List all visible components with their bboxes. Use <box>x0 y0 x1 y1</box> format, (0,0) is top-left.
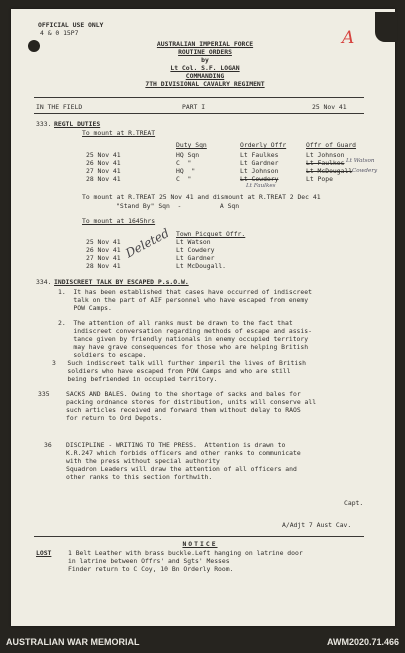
para-line: soldiers to escape. <box>58 351 147 359</box>
notice-line: Finder return to C Coy, 10 Bn Orderly Room. <box>68 565 234 573</box>
header-commanding: COMMANDING <box>185 72 225 80</box>
document-page <box>11 9 395 626</box>
notice-line: 1 Belt Leather with brass buckle.Left hanging on latrine door <box>68 549 303 557</box>
footer-institution: AUSTRALIAN WAR MEMORIAL <box>6 637 140 647</box>
item-336-line: K.R.247 which forbids officers and other ranks to communicate <box>66 449 301 457</box>
para-line: tance given by friendly nationals in enemy occupied territory <box>58 335 309 343</box>
annotation-watson: Lt Watson <box>346 158 375 164</box>
place: IN THE FIELD <box>36 103 83 111</box>
duty-row-orderly: Lt Johnson <box>240 167 279 175</box>
item-336-line: DISCIPLINE - WRITING TO THE PRESS. Attention is drawn to <box>66 441 286 449</box>
duty-row-sqn: C " <box>176 159 192 167</box>
duty-row-guard: Lt Johnson <box>306 151 345 159</box>
duty-row-date: 28 Nov 41 <box>86 175 121 183</box>
town-row-offr: Lt Gardner <box>176 254 215 262</box>
header-commander: Lt Col. S.F. LOGAN <box>170 64 240 72</box>
para-line: may have grave consequences for those who are helping British <box>58 343 309 351</box>
item-333-number: 333. <box>36 120 52 128</box>
item-336-line: other ranks to this section forthwith. <box>66 473 213 481</box>
rule-notice <box>34 536 364 537</box>
item-336-line: Squadron Leaders will draw the attention of all officers and <box>66 465 297 473</box>
town-column: Town Picquet Offr. <box>176 230 246 238</box>
rule-top <box>34 97 364 98</box>
para-line: 2. The attention of all ranks must be drawn to the fact that <box>58 319 293 327</box>
town-row-date: 27 Nov 41 <box>86 254 121 262</box>
rule-second <box>34 113 364 114</box>
footer-accession: AWM2020.71.466 <box>326 637 399 647</box>
standby-line: To mount at R.TREAT 25 Nov 41 and dismount at R.TREAT 2 Dec 41 <box>82 193 321 201</box>
item-335-line: for return to Ord Depots. <box>66 414 163 422</box>
notice-heading: NOTICE <box>182 540 218 548</box>
town-row-offr: Lt McDougall. <box>176 262 227 270</box>
handwritten-mark: A <box>342 28 355 48</box>
town-row-offr: Lt Watson <box>176 238 211 246</box>
para-line: being befriended in occupied territory. <box>52 375 218 383</box>
para-line: 3 Such indiscreet talk will further imperil the lives of British <box>52 359 306 367</box>
town-row-date: 26 Nov 41 <box>86 246 121 254</box>
duty-row-sqn: HQ " <box>176 167 196 175</box>
duty-row-guard: Lt McDougall <box>306 167 353 175</box>
duty-row-orderly: Lt Cowdery <box>240 175 279 183</box>
town-row-date: 25 Nov 41 <box>86 238 121 246</box>
annotation-cowdery: Cowdery <box>352 168 378 174</box>
town-row-date: 28 Nov 41 <box>86 262 121 270</box>
item-334-title: INDISCREET TALK BY ESCAPED P.s.O.W. <box>54 278 189 286</box>
header-orders: ROUTINE ORDERS <box>178 48 232 56</box>
duty-row-date: 27 Nov 41 <box>86 167 121 175</box>
duty-row-date: 25 Nov 41 <box>86 151 121 159</box>
torn-corner <box>375 12 397 42</box>
item-335-line: packing ordnance stores for distribution, units will conserve all <box>66 398 317 406</box>
col-offr-of-guard: Offr of Guard <box>306 141 357 149</box>
item-333-title: REGTL DUTIES <box>54 120 101 128</box>
col-orderly-offr: Orderly Offr <box>240 141 287 149</box>
archive-footer <box>0 631 405 653</box>
punch-hole <box>28 40 40 52</box>
duty-row-date: 26 Nov 41 <box>86 159 121 167</box>
para-line: 1. It has been established that cases have occurred of indiscreet <box>58 288 312 296</box>
para-line: indiscreet conversation regarding methods of escape and assis- <box>58 327 312 335</box>
duty-row-guard: Lt Faulkes <box>306 159 345 167</box>
notice-label: LOST <box>36 549 52 557</box>
order-date: 25 Nov 41 <box>312 103 347 111</box>
para-line: talk on the part of AIF personnel who have escaped from enemy <box>58 296 309 304</box>
duty-row-sqn: HQ Sqn <box>176 151 200 159</box>
standby-sqn: "Stand By" Sqn - A Sqn <box>116 202 240 210</box>
signature-rank: Capt. <box>344 499 364 507</box>
item-335-number: 335 <box>38 390 50 398</box>
col-duty-sqn: Duty Sqn <box>176 141 207 149</box>
duty-row-guard: Lt Pope <box>306 175 333 183</box>
header-by: by <box>201 56 209 64</box>
retreat-heading: To mount at R.TREAT <box>82 129 156 137</box>
deleted-stamp: Deleted <box>123 225 172 261</box>
annotation-faulkes: Lt Faulkes <box>246 183 276 189</box>
item-336-line: with the press without special authority <box>66 457 220 465</box>
notice-line: in latrine between Offrs' and Sgts' Messes <box>68 557 230 565</box>
header-force: AUSTRALIAN IMPERIAL FORCE <box>156 40 254 48</box>
town-heading: To mount at 1645hrs <box>82 217 156 225</box>
para-line: POW Camps. <box>58 304 112 312</box>
signature-unit: A/Adjt 7 Aust Cav. <box>282 521 352 529</box>
duty-row-sqn: C " <box>176 175 192 183</box>
item-335-line: such articles received and forward them without delay to RAOS <box>66 406 301 414</box>
header-unit: 7TH DIVISIONAL CAVALRY REGIMENT <box>145 80 265 88</box>
form-number: 4 & 0 15P7 <box>40 29 79 37</box>
para-line: soldiers who have escaped from POW Camps and who are still <box>52 367 291 375</box>
duty-row-orderly: Lt Faulkes <box>240 151 279 159</box>
duty-row-orderly: Lt Gardner <box>240 159 279 167</box>
town-row-offr: Lt Cowdery <box>176 246 215 254</box>
part: PART I <box>182 103 206 111</box>
security-marking: OFFICIAL USE ONLY <box>38 21 104 29</box>
item-334-number: 334. <box>36 278 52 286</box>
item-335-line: SACKS AND BALES. Owing to the shortage of sacks and bales for <box>66 390 301 398</box>
item-336-number: 36 <box>44 441 52 449</box>
